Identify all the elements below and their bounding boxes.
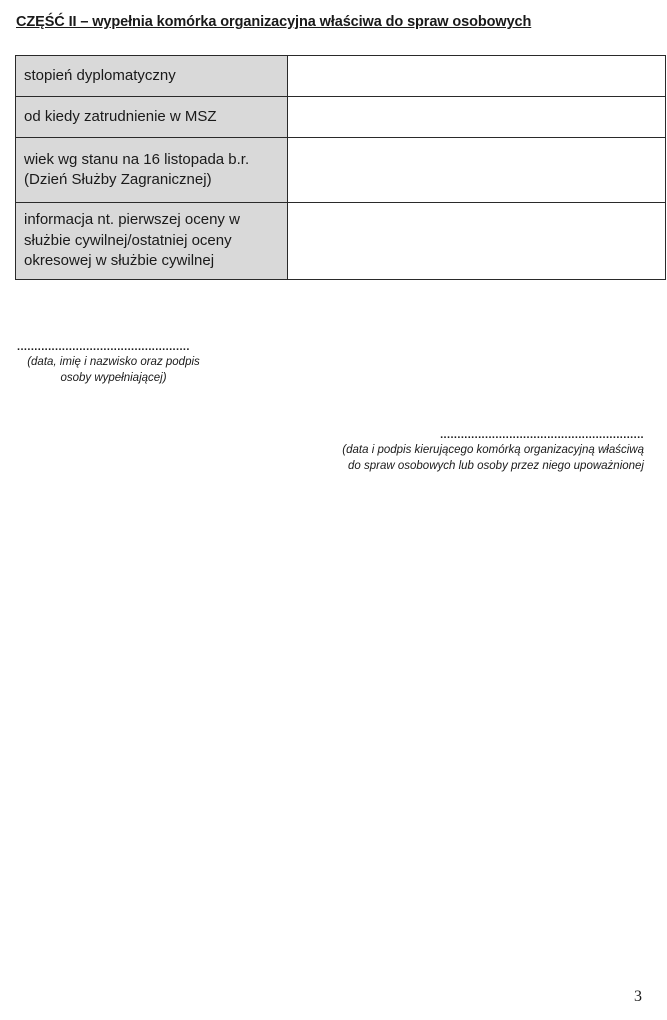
row-label-diplomatic-rank: stopień dyplomatyczny xyxy=(16,56,288,97)
signature-block-head xyxy=(300,428,644,474)
signature-block-filler xyxy=(17,340,210,386)
row-value-evaluation-info[interactable] xyxy=(288,203,666,280)
row-value-diplomatic-rank[interactable] xyxy=(288,56,666,97)
row-value-employment-start[interactable] xyxy=(288,97,666,138)
signature-line[interactable]: .................................................. xyxy=(17,341,190,353)
section-heading: CZĘŚĆ II – wypełnia komórka organizacyjna właściwa do spraw osobowych xyxy=(16,14,532,30)
table-row xyxy=(16,56,666,97)
row-label-age: wiek wg stanu na 16 listopada b.r. (Dzień Służby Zagranicznej) xyxy=(16,138,288,203)
table-row xyxy=(16,97,666,138)
signature-caption-line-1: (data i podpis kierującego komórką organizacyjną właściwą xyxy=(342,444,644,456)
row-value-age[interactable] xyxy=(288,138,666,203)
signature-line[interactable]: ........................................................... xyxy=(440,429,644,441)
signature-caption: (data, imię i nazwisko oraz podpis osoby wypełniającej) xyxy=(27,356,200,384)
page-number: 3 xyxy=(634,988,642,1005)
table-row xyxy=(16,203,666,280)
signature-caption-line-2: do spraw osobowych lub osoby przez niego upoważnionej xyxy=(348,460,644,472)
row-label-evaluation-info: informacja nt. pierwszej oceny w służbie cywilnej/ostatniej oceny okresowej w służbie cywilnej xyxy=(16,203,288,280)
row-label-employment-start: od kiedy zatrudnienie w MSZ xyxy=(16,97,288,138)
personnel-info-table xyxy=(15,55,666,280)
table-row xyxy=(16,138,666,203)
